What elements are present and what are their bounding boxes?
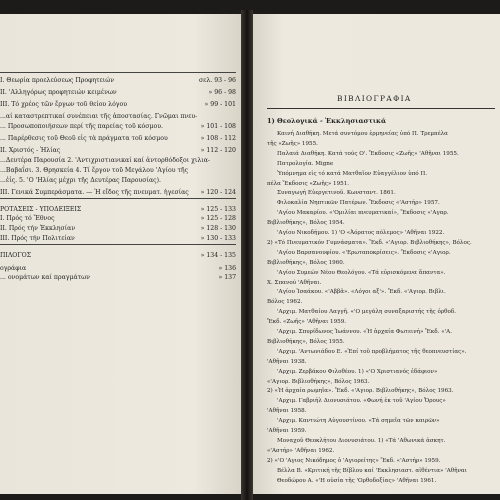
toc-entry [0,187,236,198]
toc-entry [0,250,236,261]
bibliography-line: Βέλλα Β. «Κριτική τῆς Βίβλου καί 'Εκκλησιαστ. αἰθέντια» 'Αθῆναι [277,467,467,474]
toc-entry-pages: » 101 - 108 [200,123,236,130]
bibliography-line: Πατρολογία. Migne [277,160,334,167]
toc-entry-title: ΠΙΛΟΓΟΣ [0,252,32,259]
bibliography-line: Βιβλιοθήκης», Βόλος 1954. [267,220,345,227]
toc-entry [0,121,236,132]
toc-entry-title: ...Δευτέρα Παρουσία 2. 'Αντιχριστιανικαί καί ἀντορθόδοξοι χιλια- [0,157,210,164]
toc-entry-title: ογράφια [0,265,27,272]
bibliography-line: 'Αρχιμ. Γαβριήλ Διονυσιάτου. «Φωνή ἐκ τοῦ 'Αγίου Ὄρους» [277,398,446,405]
toc-entry [0,175,236,186]
toc-section-rule [0,244,236,245]
toc-entry-title: ΙΙ. Πρός τήν Ἐκκλησίαν [0,225,76,232]
toc-entry-pages: » 108 - 112 [200,135,236,142]
toc-entry-pages: » 112 - 120 [200,147,236,154]
bibliography-line: 'Αγίου Νικοδήμου. 1) 'Ο «Ἀόρατος πόλεμος» 'Αθῆναι 1922. [277,230,445,236]
toc-entry-title: II. Χριστός - Ἡλίας [0,147,61,154]
right-page [253,14,500,494]
bibliography-line: τῆς «Ζωῆς» 1955. [267,140,318,147]
toc-top-rule [0,72,236,73]
bibliography-line: 'Αγίου Βαρσανουφίου. «'Ερωταποκρίσεις». Ἔκδοσις «'Αγιορ. [277,249,451,256]
bibliography-header: ΒΙΒΛΙΟΓΡΑΦΙΑ [337,94,412,103]
bibliography-line: 'Αρχιμ. Σπυρίδωνος Ἰωάννου. «Ἡ ἀρχαία Φωτεινή» Ἔκδ. «'Α. [277,329,452,335]
bibliography-line: Βιβλιοθήκης», Βόλος 1955. [267,338,345,345]
toc-entry [0,99,236,110]
bibliography-line: «'Αγιορ. Βιβλιοθήκης», Βόλος 1963. [267,378,370,385]
toc-entry-pages: » 125 - 128 [200,215,236,222]
bibliography-line: 2) «'Ο 'Αγιος Νικόδημος ὁ 'Αγιορείτης» Ἔκδ. «'Αστήρ» 1959. [267,457,441,464]
bibliography-line: 'Αθῆναι 1938. [267,358,307,365]
bibliography-line: Ὑπόμνημα εἰς τό κατά Ματθαῖον Εὐαγγέλιον ὑπό Π. [277,170,428,177]
bibliography-line: 2) «Ἡ ἀρχαία ρωμηῖα». Ἔκδ. «'Αγιορ. Βιβλιοθήκης», Βόλος 1963. [267,388,454,395]
toc-entry-title: III. Τό χρέος τῶν ἔργων τοῦ θείου λόγου [0,101,127,108]
bibliography-line: Καινή Διαθήκη. Μετά συντόμου ἑρμηνείας ὑπό Π. Τρεμπέλα [277,131,448,137]
bibliography-line: 'Αρχιμ. Ζερβάκου Φιλοθέου. 1) «'Ο Χριστιανός ἐδάφιον» [277,368,438,375]
bibliography-line: Ἔκδ. «Ζωῆς» 'Αθῆναι 1959. [267,319,347,326]
toc-entry-pages: » 130 - 133 [200,235,236,242]
toc-entry [0,133,236,144]
toc-entry-title: ... Παρέρθεσις τοῦ Θεοῦ εἰς τὰ πράγματα τοῦ κόσμου [0,135,168,142]
bibliography-line: Βιβλιοθήκης», Βόλος 1960. [267,259,345,266]
bibliography-line: Βόλος 1962. [267,299,303,306]
toc-entry-title: ...αί καταστρεπτικαί συνέπειαι τῆς ἀποστασίας. Γνῶμαι πνευ- [0,113,198,120]
bibliography-line: Συναγωγή Εὐεργετινοῦ. Κωνσταντ. 1861. [277,190,396,197]
toc-entry-pages: » 99 - 101 [204,101,236,108]
bibliography-line: Χ. Σπανού 'Αθῆναι. [267,279,322,286]
toc-entry-pages: » 96 - 98 [208,89,236,96]
bibliography-line: Θεοδώρου Α. «'Η οὐσία τῆς 'Ορθοδοξίας» 'Αθῆναι 1961. [277,477,437,484]
left-page [0,14,241,494]
toc-entry [0,75,236,86]
toc-entry-title: ...Βαβαΐσι. 3. Θρησκεία 4. Τί ἔργον τοῦ Μεγάλου 'Αγίου τῆς [0,167,189,174]
toc-entry-title: ΙΙΙ. Πρός τήν Πολιτείαν [0,235,75,242]
bibliography-line: 'Αγίου Μακαρίου. «'Ομιλίαι πνευματικαί», Ἔκδοσις «'Αγαρ. [277,210,449,217]
toc-entry [0,87,236,98]
toc-entry-pages: » 120 - 124 [200,189,236,196]
toc-entry-pages: » 128 - 130 [200,225,236,232]
toc-entry-title: Ι. Πρός τό Ἔθνος [0,215,55,222]
toc-entry-title: ...ἐἰς. 5. 'Ο 'Ηλίας μέχρι τῆς Δευτέρας Παρουσίας). [0,177,161,184]
bibliography-line: 'Αρχιμ. Καντιώτη Αὐγουστίνου. «Τά σημεῖα τῶν καιρῶν» [277,418,440,425]
toc-entry-title: ΙΙΙ. Γενικά Συμπεράσματα. — Ἡ εἴδος τῆς πνευματ. ἡγεσίας [0,189,189,196]
bibliography-line: Μοναχοῦ Θεοκλήτου Διονυσιάτου. 1) «Τά 'Αθωνικά ἀσκητ. [277,437,446,444]
toc-entry-title: ΡΟΤΑΣΕΙΣ - ΥΠΟΔΕΙΞΕΙΣ [0,206,82,213]
book-gutter [241,10,253,500]
bibliography-line: πέλα Ἔκδοσις «Ζωῆς» 1951. [267,180,350,187]
toc-entry [0,272,236,283]
bibliography-line: Φιλοκαλία Νηπτικῶν Πατέρων. Ἔκδοσις «'Αστήρ» 1957. [277,200,440,207]
toc-entry-title: I. Θεωρία προελεύσεως Προφητειών [0,77,115,84]
bibliography-line: 'Αρχιμ. Ματθαίου Λαγγῆ. «'Ο μεγάλη συναξαριστής τῆς ὀρθοδ. [277,309,456,316]
toc-entry-pages: » 136 [218,265,236,272]
toc-entry [0,233,236,244]
toc-section-rule [0,198,236,199]
bibliography-line: 'Αγίου Ἰσαάκου. «'Αββᾶ». «Λόγοι αξ'». Ἔκδ. «'Αγιορ. Βιβλι. [277,289,446,296]
section-heading: 1) Θεολογικά - Ἐκκλησιαστικά [267,117,387,125]
bibliography-line: 'Αθῆναι 1959. [267,428,307,434]
bibliography-line: 2) «Τό Πνευματικόν Γυμνάσματα». Ἔκδ. «'Αγιορ. Βιβλιοθήκης», Βόλος. [267,239,472,246]
bibliography-line: 'Αρχιμ. 'Αντωνιάδου Ε. «Ἐπί τοῦ προβλήματος τῆς θεοπνευστίας». [277,348,467,355]
toc-entry-pages: σελ. 93 - 96 [198,77,236,84]
header-rule [267,108,495,109]
bibliography-line: 'Αγίου Συμεών Νέου Θεολόγου. «Τά εὑρισκόμενα ἅπαντα». [277,269,446,276]
toc-entry-pages: » 125 - 133 [200,206,236,213]
toc-entry-pages: » 134 - 135 [200,252,236,259]
toc-entry-pages: » 137 [218,274,236,281]
bibliography-line: 'Αθῆναι 1958. [267,408,307,415]
bibliography-line: «'Αστήρ» 'Αθῆναι 1962. [267,447,335,454]
toc-entry-title: II. 'Αλληγόρως προφητειών κειμένων [0,89,117,96]
bibliography-line: Παλαιά Διαθήκη. Κατά τούς Ο'. Ἔκδοσις «Ζωῆς» 'Αθῆναι 1955. [277,150,459,157]
toc-entry-title: ... Προσωποποιήσεων περί τῆς παρείας τοῦ κόσμου. [0,123,163,130]
toc-entry-title: ... ονομάτων καί πραγμάτων [0,274,90,281]
